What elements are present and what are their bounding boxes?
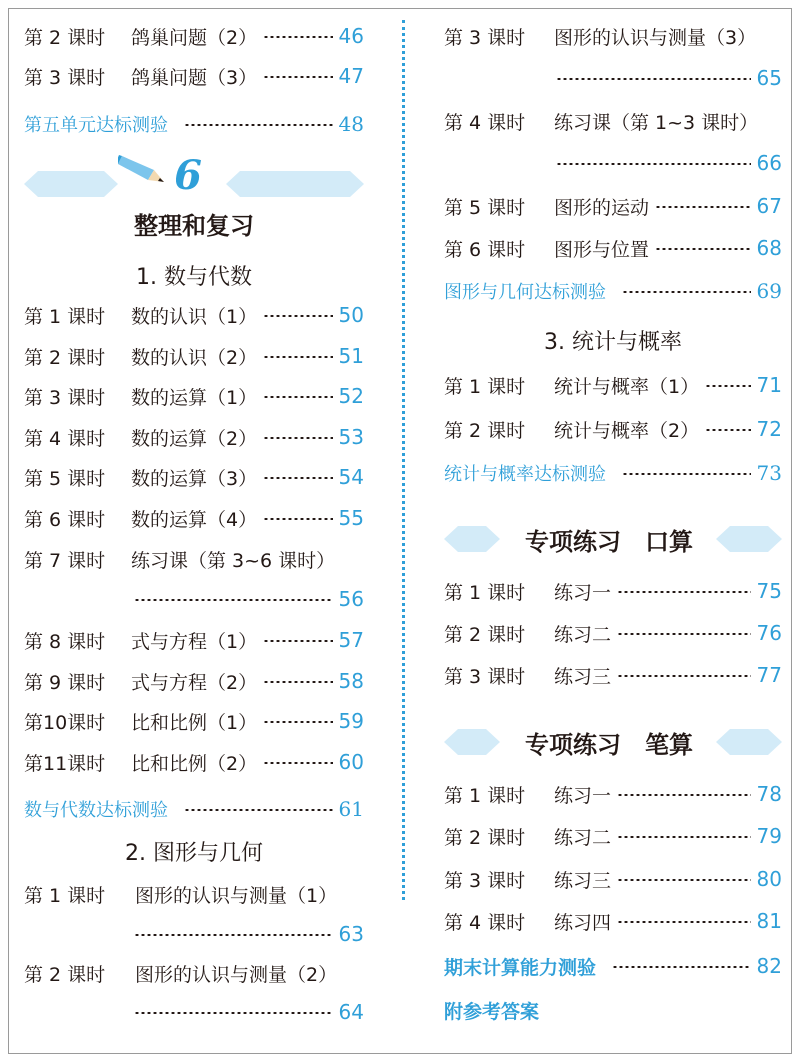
toc-entry[interactable] <box>444 20 782 52</box>
toc-entry[interactable] <box>24 60 364 92</box>
lesson-title: 练习二 <box>554 826 612 849</box>
toc-entry-continuation[interactable] <box>24 583 364 615</box>
lesson-title: 数的运算（3） <box>131 467 258 490</box>
lesson-label: 第 4 课时 <box>444 911 526 934</box>
leader-dots <box>612 966 751 968</box>
lesson-title: 鸽巢问题（2） <box>131 26 258 49</box>
lesson-label: 第 2 课时 <box>24 963 106 986</box>
page-number: 75 <box>756 579 782 603</box>
lesson-label: 第 2 课时 <box>444 419 526 442</box>
page-number: 51 <box>338 344 364 368</box>
leader-dots <box>617 879 751 881</box>
leader-dots <box>263 36 332 38</box>
test-title: 期末计算能力测验 <box>444 956 597 979</box>
page-number: 72 <box>756 417 782 441</box>
page-number: 66 <box>756 151 782 175</box>
page-number: 71 <box>756 373 782 397</box>
lesson-title: 图形的认识与测量（3） <box>554 26 757 49</box>
section-test-entry[interactable] <box>444 457 782 489</box>
toc-entry-continuation[interactable] <box>24 918 364 950</box>
leader-dots <box>617 675 751 677</box>
page-number: 55 <box>338 506 364 530</box>
page-number: 68 <box>756 236 782 260</box>
toc-entry[interactable] <box>24 705 364 737</box>
page-number: 81 <box>756 909 782 933</box>
lesson-label: 第 2 课时 <box>24 26 106 49</box>
leader-dots <box>556 78 751 80</box>
page-number: 77 <box>756 663 782 687</box>
unit-number: 6 <box>174 152 202 199</box>
lesson-title: 数的运算（2） <box>131 427 258 450</box>
lesson-label: 第10课时 <box>24 711 106 734</box>
lesson-title: 图形的认识与测量（1） <box>135 884 338 907</box>
toc-entry[interactable] <box>444 659 782 691</box>
lesson-label: 第 6 课时 <box>444 238 526 261</box>
page-number: 52 <box>338 384 364 408</box>
page-number: 57 <box>338 628 364 652</box>
toc-entry[interactable] <box>444 232 782 264</box>
leader-dots <box>705 385 750 387</box>
toc-entry[interactable] <box>444 863 782 895</box>
page-number: 73 <box>756 461 782 485</box>
page-number: 79 <box>756 824 782 848</box>
leader-dots <box>655 248 751 250</box>
toc-entry[interactable] <box>444 575 782 607</box>
toc-entry[interactable] <box>24 20 364 52</box>
lesson-title: 练习课（第 3~6 课时） <box>131 549 336 572</box>
lesson-title: 式与方程（1） <box>131 630 258 653</box>
pencil-icon <box>118 152 166 186</box>
toc-entry[interactable] <box>24 746 364 778</box>
page-number: 78 <box>756 782 782 806</box>
final-test-entry[interactable] <box>444 950 782 982</box>
lesson-title: 练习四 <box>554 911 612 934</box>
page-number: 64 <box>338 1000 364 1024</box>
toc-entry[interactable] <box>24 957 364 989</box>
toc-entry[interactable] <box>24 543 364 575</box>
lesson-label: 第 3 课时 <box>24 66 106 89</box>
toc-entry[interactable] <box>24 380 364 412</box>
section-test-entry[interactable] <box>24 793 364 825</box>
lesson-label: 第 5 课时 <box>24 467 106 490</box>
unit-test-entry[interactable] <box>24 108 364 140</box>
section-heading: 2. 图形与几何 <box>125 841 263 866</box>
lesson-title: 练习三 <box>554 869 612 892</box>
lesson-title: 图形的认识与测量（2） <box>135 963 338 986</box>
toc-entry[interactable] <box>24 461 364 493</box>
toc-entry[interactable] <box>24 340 364 372</box>
lesson-label: 第 1 课时 <box>24 884 106 907</box>
page-number: 50 <box>338 303 364 327</box>
toc-entry-continuation[interactable] <box>444 62 782 94</box>
test-title: 图形与几何达标测验 <box>444 282 606 303</box>
lesson-label: 第 8 课时 <box>24 630 106 653</box>
lesson-title: 练习一 <box>554 581 612 604</box>
test-title: 第五单元达标测验 <box>24 115 168 136</box>
lesson-title: 图形的运动 <box>554 196 650 219</box>
lesson-label: 第 1 课时 <box>444 784 526 807</box>
leader-dots <box>617 591 751 593</box>
leader-dots <box>705 429 750 431</box>
page-number: 56 <box>338 587 364 611</box>
lesson-label: 第 2 课时 <box>444 826 526 849</box>
toc-entry[interactable] <box>444 905 782 937</box>
lesson-label: 第 3 课时 <box>24 386 106 409</box>
lesson-title: 练习课（第 1~3 课时） <box>554 111 759 134</box>
page-number: 69 <box>756 279 782 303</box>
leader-dots <box>263 76 332 78</box>
toc-entry[interactable] <box>444 369 782 401</box>
lesson-label: 第 4 课时 <box>24 427 106 450</box>
special-practice-heading: 专项练习 口算 <box>525 528 693 556</box>
unit-title: 整理和复习 <box>134 212 254 240</box>
leader-dots <box>184 124 333 126</box>
lesson-label: 第 5 课时 <box>444 196 526 219</box>
page-number: 54 <box>338 465 364 489</box>
leader-dots <box>617 836 751 838</box>
page-number: 61 <box>338 797 364 821</box>
leader-dots <box>263 396 332 398</box>
lesson-label: 第 3 课时 <box>444 869 526 892</box>
lesson-title: 式与方程（2） <box>131 671 258 694</box>
toc-entry[interactable] <box>444 190 782 222</box>
leader-dots <box>263 762 332 764</box>
toc-entry[interactable] <box>444 820 782 852</box>
page-number: 59 <box>338 709 364 733</box>
page-number: 47 <box>338 64 364 88</box>
lesson-title: 统计与概率（2） <box>554 419 700 442</box>
toc-entry[interactable] <box>24 665 364 697</box>
lesson-label: 第 2 课时 <box>444 623 526 646</box>
unit-banner-right <box>226 171 364 197</box>
leader-dots <box>622 291 751 293</box>
leader-dots <box>617 921 751 923</box>
lesson-label: 第 3 课时 <box>444 665 526 688</box>
lesson-label: 第 4 课时 <box>444 111 526 134</box>
page-number: 60 <box>338 750 364 774</box>
lesson-title: 数的运算（1） <box>131 386 258 409</box>
lesson-title: 数的认识（2） <box>131 346 258 369</box>
leader-dots <box>263 640 332 642</box>
answers-entry[interactable] <box>444 994 782 1026</box>
lesson-label: 第 1 课时 <box>444 375 526 398</box>
leader-dots <box>263 721 332 723</box>
lesson-label: 第 2 课时 <box>24 346 106 369</box>
special-practice-heading: 专项练习 笔算 <box>525 731 693 759</box>
lesson-label: 第 3 课时 <box>444 26 526 49</box>
leader-dots <box>134 599 333 601</box>
leader-dots <box>263 477 332 479</box>
section-test-entry[interactable] <box>444 275 782 307</box>
unit-banner-left <box>24 171 118 197</box>
page-number: 58 <box>338 669 364 693</box>
toc-entry-continuation[interactable] <box>444 147 782 179</box>
test-title: 统计与概率达标测验 <box>444 464 606 485</box>
leader-dots <box>617 633 751 635</box>
lesson-title: 比和比例（1） <box>131 711 258 734</box>
test-title: 数与代数达标测验 <box>24 800 168 821</box>
toc-entry[interactable] <box>24 878 364 910</box>
leader-dots <box>556 163 751 165</box>
toc-entry-continuation[interactable] <box>24 996 364 1028</box>
toc-entry[interactable] <box>24 421 364 453</box>
page-number: 53 <box>338 425 364 449</box>
lesson-label: 第 1 课时 <box>444 581 526 604</box>
leader-dots <box>184 809 333 811</box>
lesson-title: 练习一 <box>554 784 612 807</box>
lesson-title: 图形与位置 <box>554 238 650 261</box>
column-divider <box>402 20 405 900</box>
lesson-title: 练习二 <box>554 623 612 646</box>
toc-entry[interactable] <box>444 413 782 445</box>
leader-dots <box>263 315 332 317</box>
lesson-title: 数的运算（4） <box>131 508 258 531</box>
page-number: 76 <box>756 621 782 645</box>
lesson-label: 第11课时 <box>24 752 106 775</box>
toc-entry[interactable] <box>24 299 364 331</box>
lesson-title: 数的认识（1） <box>131 305 258 328</box>
toc-entry[interactable] <box>24 502 364 534</box>
leader-dots <box>263 437 332 439</box>
toc-entry[interactable] <box>444 617 782 649</box>
leader-dots <box>617 794 751 796</box>
leader-dots <box>263 356 332 358</box>
leader-dots <box>622 473 751 475</box>
lesson-title: 比和比例（2） <box>131 752 258 775</box>
lesson-title: 统计与概率（1） <box>554 375 700 398</box>
page-number: 46 <box>338 24 364 48</box>
page-number: 80 <box>756 867 782 891</box>
banner-right-band <box>716 526 782 552</box>
leader-dots <box>263 518 332 520</box>
toc-entry[interactable] <box>444 778 782 810</box>
page-number: 63 <box>338 922 364 946</box>
leader-dots <box>263 681 332 683</box>
section-heading: 1. 数与代数 <box>136 265 252 290</box>
answers-title: 附参考答案 <box>444 1000 540 1023</box>
toc-entry[interactable] <box>444 105 782 137</box>
page-number: 48 <box>338 112 364 136</box>
lesson-label: 第 9 课时 <box>24 671 106 694</box>
lesson-label: 第 6 课时 <box>24 508 106 531</box>
lesson-label: 第 7 课时 <box>24 549 106 572</box>
lesson-title: 练习三 <box>554 665 612 688</box>
banner-right-band <box>716 729 782 755</box>
page-number: 67 <box>756 194 782 218</box>
section-heading: 3. 统计与概率 <box>544 330 682 355</box>
lesson-label: 第 1 课时 <box>24 305 106 328</box>
lesson-title: 鸽巢问题（3） <box>131 66 258 89</box>
toc-entry[interactable] <box>24 624 364 656</box>
page-number: 65 <box>756 66 782 90</box>
leader-dots <box>134 1012 333 1014</box>
leader-dots <box>134 934 333 936</box>
leader-dots <box>655 206 751 208</box>
page-number: 82 <box>756 954 782 978</box>
